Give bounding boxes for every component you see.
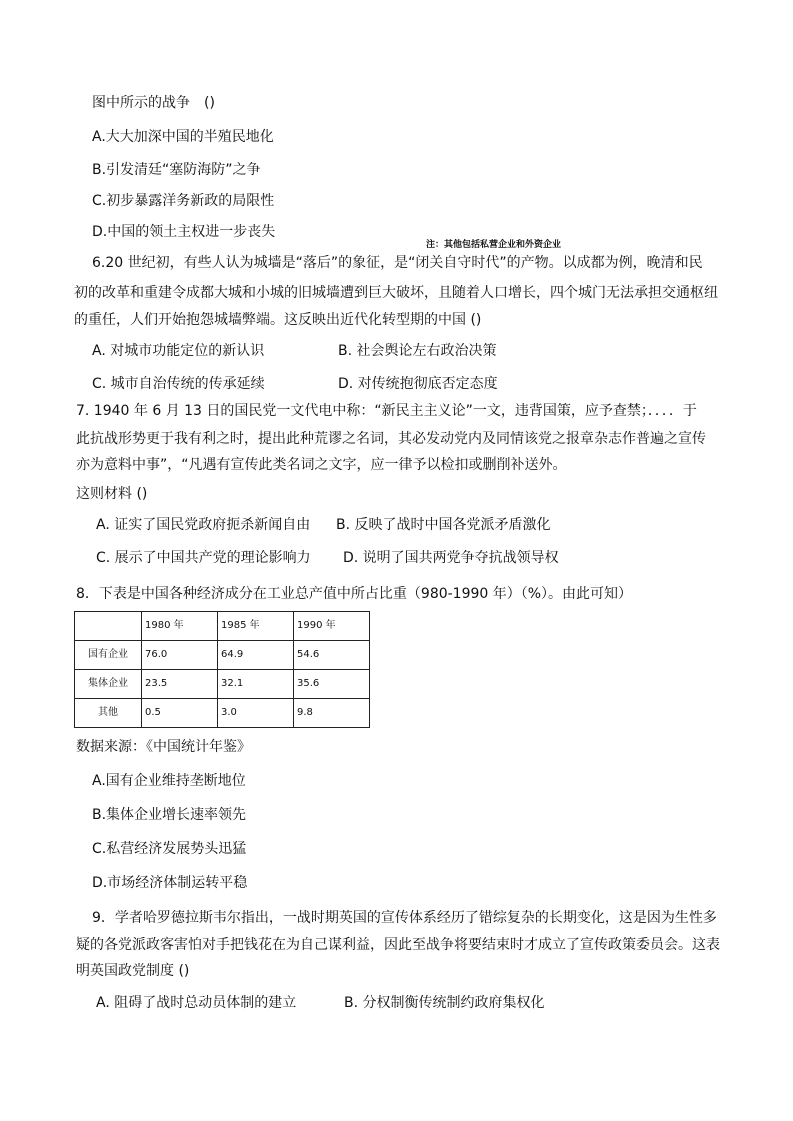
row-label: 集体企业 — [75, 670, 142, 699]
q9-option-b: B. 分权制衡传统制约政府集权化 — [344, 995, 545, 1011]
q8-source: 数据来源：《中国统计年鉴》 — [76, 739, 251, 755]
table-cell: 35.6 — [294, 670, 370, 699]
q6-option-b: B. 社会舆论左右政治决策 — [338, 343, 497, 359]
q8-option-d: D.市场经济体制运转平稳 — [92, 875, 248, 891]
q5-option-c: C.初步暴露洋务新政的局限性 — [92, 193, 275, 209]
q8-option-c: C.私营经济发展势头迅猛 — [92, 841, 247, 857]
table-cell: 0.5 — [142, 699, 218, 728]
q5-option-d: D.中国的领土主权进一步丧失 — [92, 224, 276, 240]
q5-option-a: A.大大加深中国的半殖民地化 — [92, 129, 274, 145]
table-header-cell: 1985 年 — [218, 612, 294, 641]
q9-line-2: 疑的各党派政客害怕对手把钱花在为自己谋利益，因此至战争将要结束时才成立了宣传政策委员会。这表 — [76, 937, 720, 953]
q7-option-b: B. 反映了战时中国各党派矛盾激化 — [336, 517, 551, 533]
table-header-cell: 1990 年 — [294, 612, 370, 641]
table-cell: 23.5 — [142, 670, 218, 699]
table-cell: 3.0 — [218, 699, 294, 728]
table-cell: 32.1 — [218, 670, 294, 699]
table-row — [75, 641, 370, 670]
table-cell: 9.8 — [294, 699, 370, 728]
table-cell: 64.9 — [218, 641, 294, 670]
q9-line-3: 明英国政党制度 () — [76, 963, 190, 979]
table-cell — [75, 612, 142, 641]
row-label: 国有企业 — [75, 641, 142, 670]
q5-stem: 图中所示的战争 () — [92, 95, 215, 111]
table-header-row — [75, 612, 370, 641]
q5-option-b: B.引发清廷“塞防海防”之争 — [92, 162, 261, 178]
q7-line-1: 7. 1940 年 6 月 13 日的国民党一文代电中称：“新民主主义论”一文，违背国策，应予查禁；．．．．于 — [76, 403, 697, 419]
q8-option-a: A.国有企业维持垄断地位 — [92, 773, 246, 789]
table-cell: 54.6 — [294, 641, 370, 670]
q7-option-c: C. 展示了中国共产党的理论影响力 — [96, 550, 311, 566]
q7-option-d: D. 说明了国共两党争夺抗战领导权 — [343, 550, 559, 566]
q7-line-3: 亦为意料中事”，“凡遇有宣传此类名词之文字，应一律予以检扣或删削补送外。 — [76, 457, 567, 473]
q7-line-2: 此抗战形势更于我有利之时，提出此种荒谬之名词，其必发动党内及同情该党之报章杂志作普遍之宣传 — [76, 431, 706, 447]
table-row — [75, 699, 370, 728]
table-cell: 76.0 — [142, 641, 218, 670]
economy-share-table — [74, 611, 370, 728]
table-row — [75, 670, 370, 699]
q7-option-a: A. 证实了国民党政府扼杀新闻自由 — [96, 517, 311, 533]
table-header-cell: 1980 年 — [142, 612, 218, 641]
q6-line-3: 的重任，人们开始抱怨城墙弊端。这反映出近代化转型期的中国 () — [74, 312, 482, 328]
row-label: 其他 — [75, 699, 142, 728]
q9-option-a: A. 阻碍了战时总动员体制的建立 — [96, 995, 297, 1011]
q6-option-a: A. 对城市功能定位的新认识 — [92, 343, 265, 359]
q9-line-1: 9．学者哈罗德拉斯韦尔指出，一战时期英国的宣传体系经历了错综复杂的长期变化，这是因为生性多 — [92, 910, 717, 926]
q6-line-2: 初的改革和重建令成都大城和小城的旧城墙遭到巨大破坏，且随着人口增长，四个城门无法承担交通枢纽 — [74, 285, 718, 301]
q6-option-d: D. 对传统抱彻底否定态度 — [338, 376, 498, 392]
q8-option-b: B.集体企业增长速率领先 — [92, 807, 247, 823]
q6-line-1: 6.20 世纪初，有些人认为城墙是“落后”的象征，是“闭关自守时代”的产物。以成都为例，晚清和民 — [92, 255, 703, 271]
q8-stem: 8．下表是中国各种经济成分在工业总产值中所占比重（980-1990 年）（%）。由此可知） — [76, 586, 633, 602]
q6-option-c: C. 城市自治传统的传承延续 — [92, 376, 265, 392]
chart-note: 注：其他包括私营企业和外资企业 — [426, 240, 562, 250]
q7-line-4: 这则材料 () — [76, 486, 148, 502]
